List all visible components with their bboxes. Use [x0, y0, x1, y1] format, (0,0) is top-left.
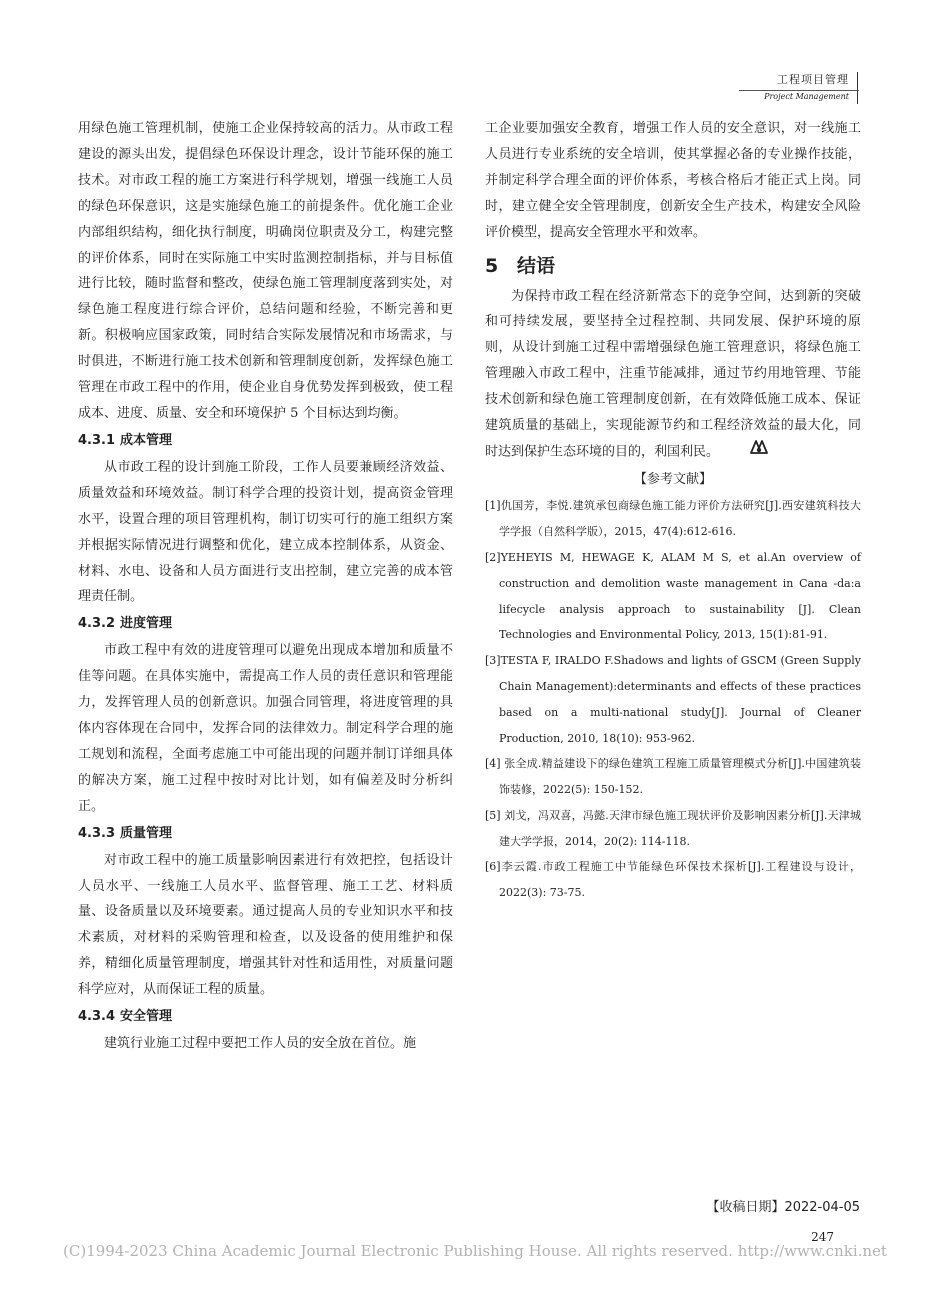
section-number: 5: [485, 254, 499, 277]
reference-item: [5] 刘戈，冯双喜，冯懿.天津市绿色施工现状评价及影响因素分析[J].天津城建大学学报，2014，20(2): 114-118.: [485, 808, 861, 848]
journal-title-cn: 工程项目管理: [777, 73, 849, 86]
section-title: 安全管理: [120, 1009, 173, 1025]
reference-item: [1]仇国芳，李悦.建筑承包商绿色施工能力评价方法研究[J].西安建筑科技大学学报（自然科学版），2015，47(4):612-616.: [485, 499, 861, 539]
copyright-watermark: (C)1994-2023 China Academic Journal Electronic Publishing House. All rights reserved. http://www.cnki.net: [63, 1242, 887, 1260]
reference-item: [2]YEHEYIS M, HEWAGE K, ALAM M S, et al.An overview of construction and demolition waste management in Cana -da:a lifecycle analysis approach to sustainability [J]. Clean Technologies and Environmental Policy, 2013, 15(1):81-91.: [485, 550, 861, 642]
section-title: 成本管理: [120, 432, 173, 448]
body-paragraph: 用绿色施工管理机制，使施工企业保持较高的活力。从市政工程建设的源头出发，提倡绿色环保设计理念，设计节能环保的施工技术。对市政工程的施工方案进行科学规划，增强一线施工人员的绿色环保意识，这是实施绿色施工的前提条件。优化施工企业内部组织结构，细化执行制度，明确岗位职责及分工，构建完整的评价体系，同时在实际施工中实时监测控制指标，并与目标值进行比较，随时监督和整改，使绿色施工管理制度落到实处，对绿色施工程度进行综合评价，总结问题和经验，不断完善和更新。积极响应国家政策，同时结合实际发展情况和市场需求，与时俱进，不断进行施工技术创新和管理制度创新，发挥绿色施工管理在市政工程中的作用，使企业自身优势发挥到极致，使工程成本、进度、质量、安全和环境保护 5 个目标达到均衡。: [78, 121, 453, 421]
section-number: 4.3.1: [78, 432, 116, 448]
section-number: 4.3.3: [78, 825, 116, 841]
reference-item: [6]李云霞.市政工程施工中节能绿色环保技术探析[J].工程建设与设计，2022(3): 73-75.: [485, 860, 861, 900]
section-heading-4-3-1: [78, 427, 453, 455]
section-title: 进度管理: [120, 616, 173, 632]
body-paragraph: 建筑行业施工过程中要把工作人员的安全放在首位。施: [104, 1036, 417, 1052]
section-heading-5: [485, 250, 861, 282]
header-rule: [739, 90, 859, 91]
body-paragraph: 从市政工程的设计到施工阶段，工作人员要兼顾经济效益、质量效益和环境效益。制订科学合理的投资计划，提高资金管理水平，设置合理的项目管理机构，制订切实可行的施工组织方案并根据实际情况进行调整和优化，建立成本控制体系，从资金、材料、水电、设备和人员方面进行支出控制，建立完善的成本管理责任制。: [78, 459, 453, 605]
conclusion-text: 为保持市政工程在经济新常态下的竞争空间，达到新的突破和可持续发展，要坚持全过程控制、共同发展、保护环境的原则，从设计到施工过程中需增强绿色施工管理意识，将绿色施工管理融入市政工程中，注重节能减排，通过节约用地管理、节能技术创新和绿色施工管理制度创新，在有效降低施工成本、保证建筑质量的基础上，实现能源节约和工程经济效益的最大化，同时达到保护生态环境的目的，利国利民。: [485, 288, 861, 460]
journal-header: [764, 72, 858, 104]
left-column: [78, 116, 453, 1057]
conclusion-paragraph: [485, 284, 861, 466]
body-paragraph: 市政工程中有效的进度管理可以避免出现成本增加和质量不佳等问题。在具体实施中，需提高工作人员的责任意识和管理能力，发挥管理人员的创新意识。加强合同管理，将进度管理的具体内容体现在合同中，发挥合同的法律效力。制定科学合理的施工规划和流程，全面考虑施工中可能出现的问题并制订详细具体的解决方案，施工过程中按时对比计划，如有偏差及时分析纠正。: [78, 643, 453, 814]
section-title: 质量管理: [120, 825, 173, 841]
journal-title-en: Project Management: [764, 92, 849, 101]
reference-item: [4] 张全成.精益建设下的绿色建筑工程施工质量管理模式分析[J].中国建筑装饰装修，2022(5): 150-152.: [485, 757, 861, 797]
page-number: 247: [811, 1230, 834, 1244]
reference-item: [3]TESTA F, IRALDO F.Shadows and lights of GSCM (Green Supply Chain Management):determinants and effects of these practices based on a multi-national study[J]. Journal of Cleaner Production, 2010, 18(10): 953-962.: [485, 654, 861, 745]
section-number: 4.3.4: [78, 1009, 116, 1025]
body-paragraph: 对市政工程中的施工质量影响因素进行有效把控，包括设计人员水平、一线施工人员水平、监督管理、施工工艺、材料质量、设备质量以及环境要素。通过提高人员的专业知识水平和技术素质，对材料的采购管理和检查，以及设备的使用维护和保养，精细化质量管理制度，增强其针对性和适用性，对质量问题科学应对，从而保证工程的质量。: [78, 852, 453, 998]
section-heading-4-3-3: [78, 820, 453, 848]
section-title: 结语: [517, 254, 556, 277]
journal-end-mark-icon: [723, 439, 769, 465]
received-date: 【收稿日期】2022-04-05: [706, 1200, 860, 1215]
reference-list: [485, 493, 861, 906]
references-title: 【参考文献】: [633, 472, 712, 488]
section-heading-4-3-4: [78, 1003, 453, 1031]
section-number: 4.3.2: [78, 616, 116, 632]
body-paragraph: 工企业要加强安全教育，增强工作人员的安全意识，对一线施工人员进行专业系统的安全培训，使其掌握必备的专业操作技能，并制定科学合理全面的评价体系，考核合格后才能正式上岗。同时，建立健全安全管理制度，创新安全生产技术，构建安全风险评价模型，提高安全管理水平和效率。: [485, 121, 861, 240]
right-column: [485, 116, 861, 906]
section-heading-4-3-2: [78, 610, 453, 638]
